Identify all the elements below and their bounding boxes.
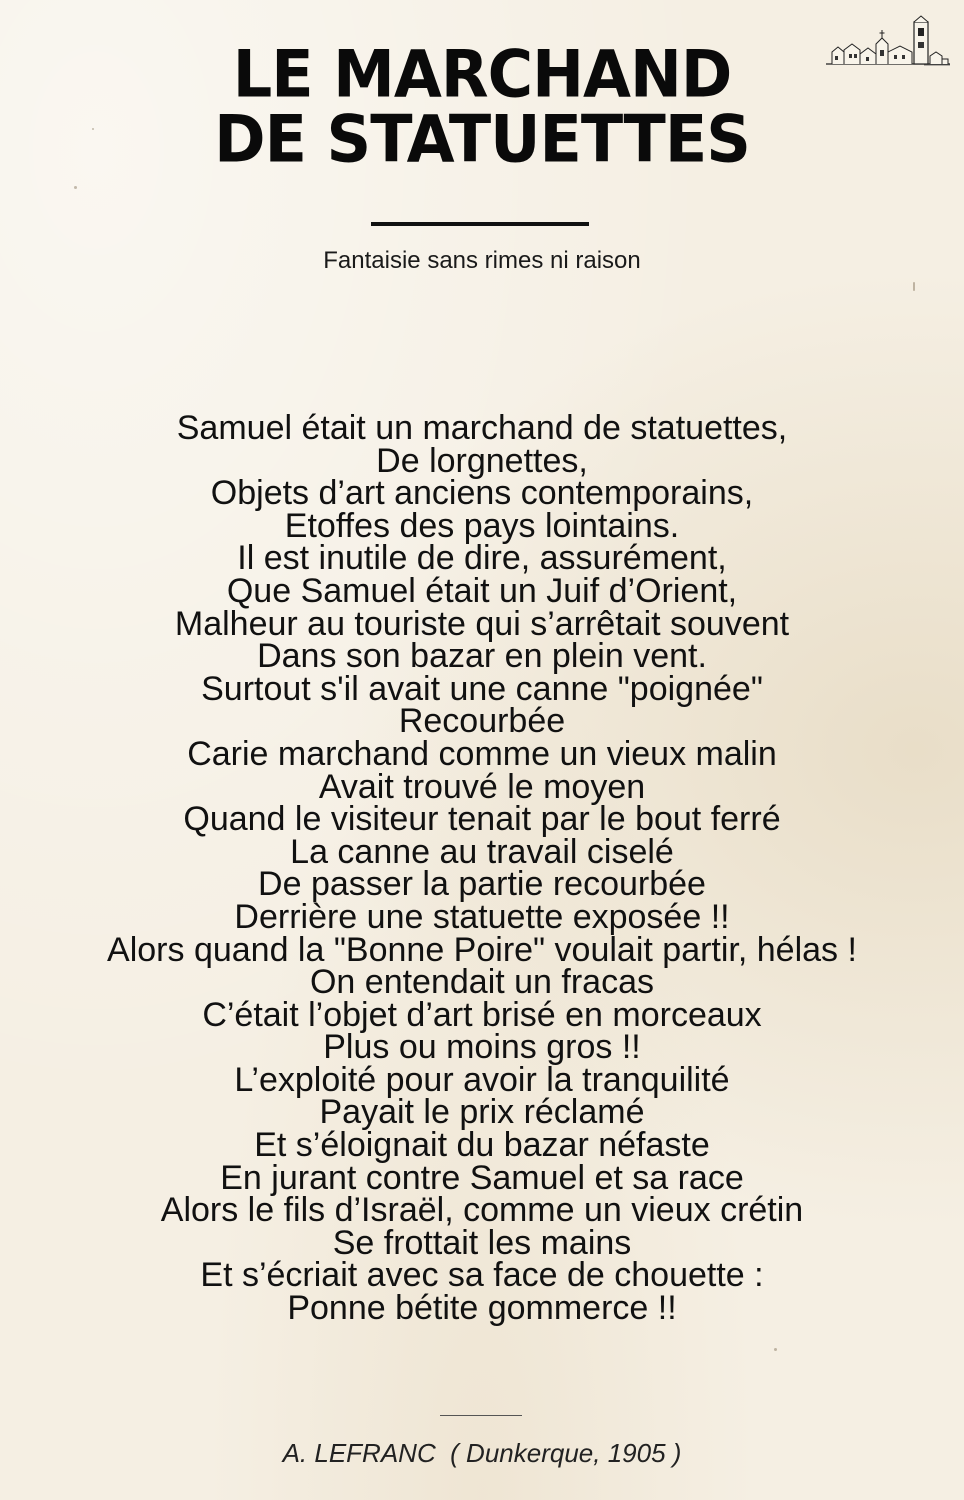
poem-title — [0, 35, 964, 178]
signature-separator — [440, 1415, 522, 1416]
paper-speck — [74, 186, 77, 189]
poem-verse: Se frottait les mains — [332, 1223, 632, 1262]
poem-verse: De lorgnettes, — [376, 441, 588, 480]
poem-verse: Objets d’art anciens contemporains, — [210, 474, 754, 513]
poem-verse: Ponne bétite gommerce !! — [287, 1289, 677, 1328]
poem-verse: Alors le fils d’Israël, comme un vieux crétin — [160, 1191, 804, 1230]
poem-subtitle: Fantaisie sans rimes ni raison — [323, 247, 641, 274]
title-line-2: DE STATUETTES — [214, 100, 750, 178]
poem-verse: Plus ou moins gros !! — [323, 1028, 641, 1067]
poem-verse: Quand le visiteur tenait par le bout ferré — [183, 800, 781, 839]
poem-verse: On entendait un fracas — [309, 963, 654, 1002]
poem-verse: Carie marchand comme un vieux malin — [187, 734, 777, 773]
author-signature: A. LEFRANC ( Dunkerque, 1905 ) — [282, 1438, 682, 1468]
poem-verse: L’exploité pour avoir la tranquilité — [234, 1060, 730, 1099]
poem-verse: En jurant contre Samuel et sa race — [220, 1158, 744, 1197]
poem-verse: Samuel était un marchand de statuettes, — [176, 409, 788, 447]
title-rule — [371, 222, 589, 226]
poem-verse: Surtout s'il avait une canne "poignée" — [201, 669, 763, 708]
poem-verse: Et s’écriait avec sa face de chouette : — [200, 1256, 764, 1295]
paper-speck — [913, 282, 915, 291]
poem-verse: Il est inutile de dire, assurément, — [237, 539, 727, 578]
poem-verse: Avait trouvé le moyen — [318, 767, 646, 806]
poem-verse: Et s’éloignait du bazar néfaste — [254, 1126, 710, 1165]
poem-verse: Derrière une statuette exposée !! — [234, 897, 730, 936]
poem-verse: Alors quand la "Bonne Poire" voulait partir, hélas ! — [107, 930, 857, 969]
poem-verse: De passer la partie recourbée — [258, 865, 706, 904]
paper-speck — [774, 1348, 777, 1351]
poem-verse: Malheur au touriste qui s’arrêtait souvent — [174, 604, 790, 643]
poem-body — [0, 409, 964, 1328]
town-skyline-icon — [824, 14, 952, 68]
title-line-1: LE MARCHAND — [232, 35, 732, 113]
paper-speck — [92, 128, 94, 130]
poem-verse: Dans son bazar en plein vent. — [257, 637, 707, 676]
poem-verse: Payait le prix réclamé — [319, 1093, 645, 1132]
poem-verse: Recourbée — [398, 702, 566, 741]
poem-verse: Que Samuel était un Juif d’Orient, — [226, 571, 738, 610]
poem-verse: Etoffes des pays lointains. — [284, 506, 680, 545]
poem-verse: C’était l’objet d’art brisé en morceaux — [202, 995, 762, 1034]
poem-verse: La canne au travail ciselé — [290, 832, 674, 871]
